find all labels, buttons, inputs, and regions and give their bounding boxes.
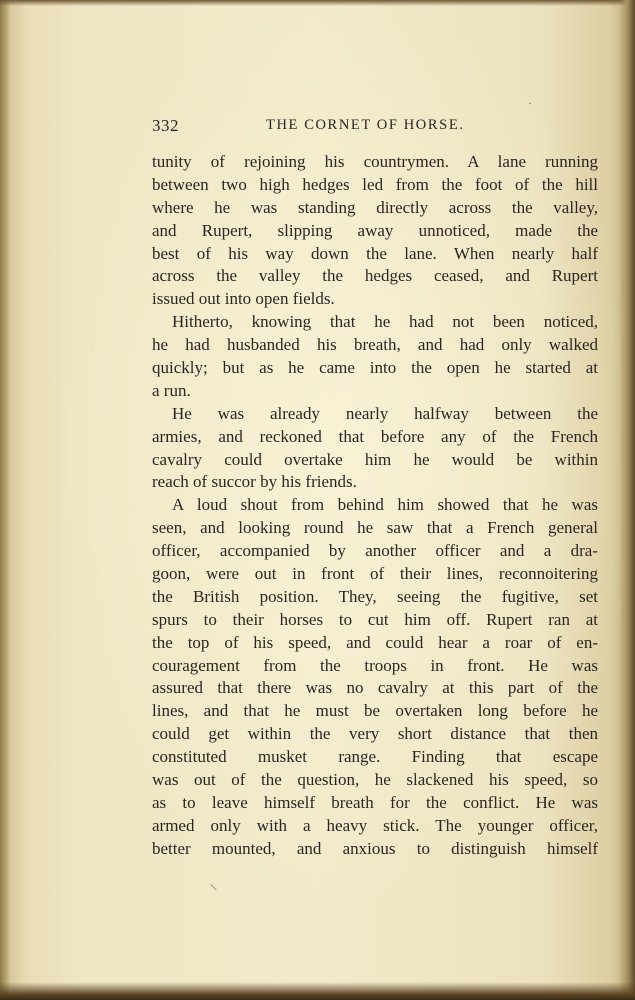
text-line: where he was standing directly across the valley,	[152, 197, 598, 217]
page-top-edge	[0, 0, 635, 6]
text-line: he had husbanded his breath, and had only walked	[152, 335, 598, 355]
text-line: as to leave himself breath for the conflict. He was	[152, 792, 598, 812]
text-line: across the valley the hedges ceased, and Rupert	[152, 266, 598, 286]
paper-mark: \	[208, 879, 218, 895]
running-title: THE CORNET OF HORSE.	[266, 117, 465, 133]
text-line: better mounted, and anxious to distinguish himself	[152, 838, 598, 858]
text-line: quickly; but as he came into the open he started at	[152, 358, 598, 378]
paper-speck: ·	[528, 96, 532, 110]
text-line: between two high hedges led from the foot of the hill	[152, 174, 598, 194]
text-line: issued out into open fields.	[152, 289, 335, 309]
text-line: reach of succor by his friends.	[152, 472, 357, 492]
text-line: was out of the question, he slackened his speed, so	[152, 770, 598, 790]
text-line: spurs to their horses to cut him off. Rupert ran at	[152, 609, 598, 629]
text-line: goon, were out in front of their lines, reconnoitering	[152, 564, 598, 584]
text-line: He was already nearly halfway between the	[172, 403, 598, 423]
page-right-edge	[619, 0, 635, 1000]
text-line: armies, and reckoned that before any of the French	[152, 426, 598, 446]
running-header	[152, 116, 598, 136]
text-line: could get within the very short distance that then	[152, 724, 598, 744]
text-line: assured that there was no cavalry at this part of the	[152, 678, 598, 698]
text-line: tunity of rejoining his countrymen. A lane running	[152, 152, 598, 171]
text-line: Hitherto, knowing that he had not been noticed,	[172, 312, 598, 332]
text-line: the top of his speed, and could hear a roar of en-	[152, 632, 598, 652]
text-line: officer, accompanied by another officer and a dra-	[152, 541, 598, 561]
text-line: constituted musket range. Finding that escape	[152, 747, 598, 767]
body-text	[152, 151, 598, 861]
text-line: a run.	[152, 380, 191, 400]
text-line: and Rupert, slipping away unnoticed, made the	[152, 220, 598, 240]
page-number: 332	[152, 116, 179, 135]
text-line: A loud shout from behind him showed that he was	[172, 495, 598, 515]
text-line: cavalry could overtake him he would be within	[152, 449, 598, 469]
text-line: best of his way down the lane. When nearly half	[152, 243, 598, 263]
text-line: lines, and that he must be overtaken long before he	[152, 701, 598, 721]
text-line: the British position. They, seeing the fugitive, set	[152, 586, 598, 606]
text-line: couragement from the troops in front. He was	[152, 655, 598, 675]
text-line: seen, and looking round he saw that a French general	[152, 518, 598, 538]
text-line: armed only with a heavy stick. The younger officer,	[152, 815, 598, 835]
